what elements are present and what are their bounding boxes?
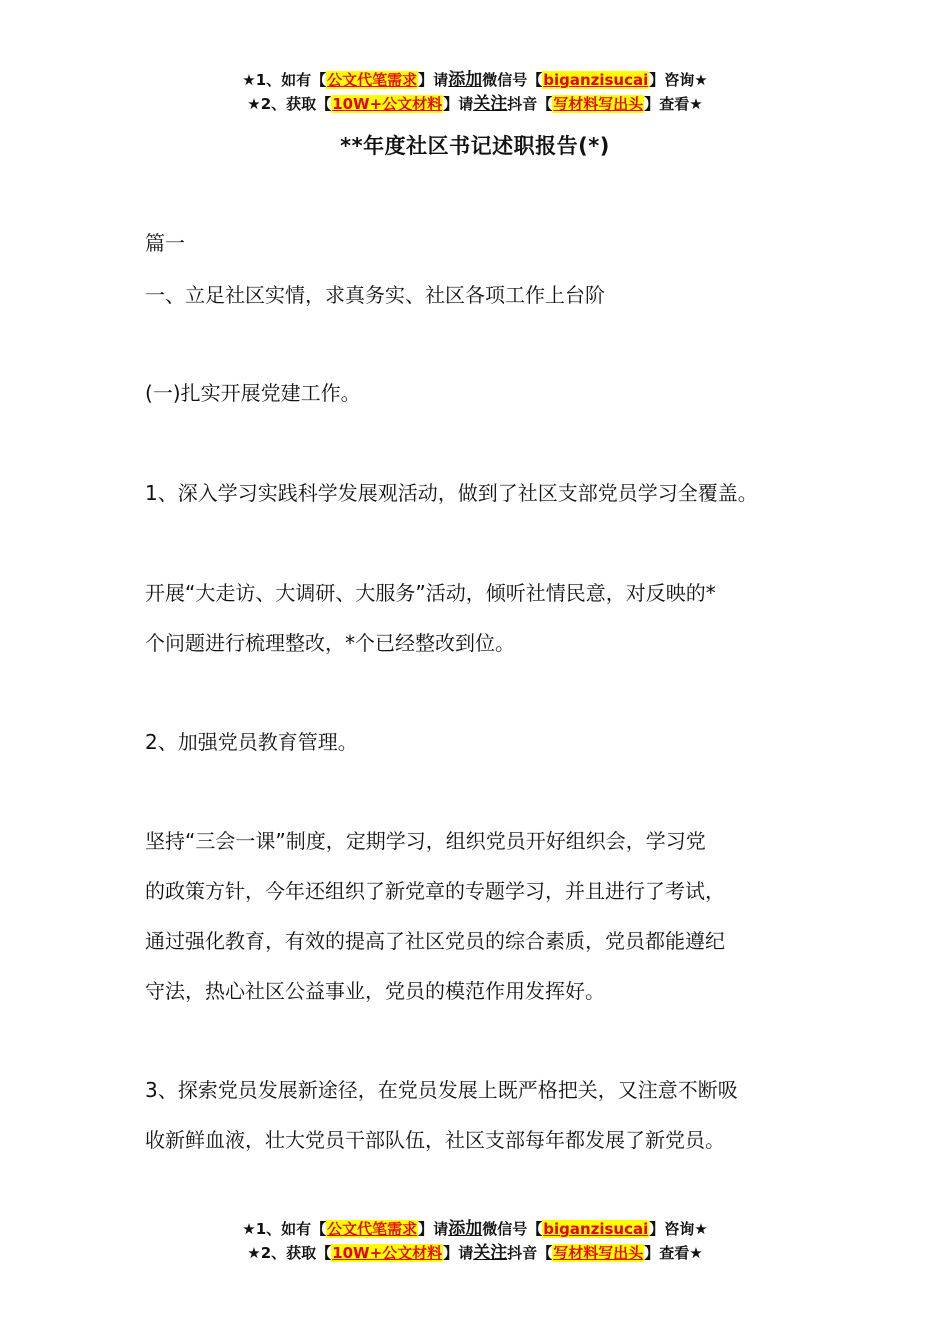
footer-line-1-underlined: 添加 [448,1219,483,1239]
body-paragraph-line: 个问题进行梳理整改，*个已经整改到位。 [145,631,515,655]
footer-line-2-suffix: 】查看★ [644,1244,703,1262]
header-line-2-highlight-douyin: 写材料写出头 [553,95,644,113]
header-line-1-highlight-service: 公文代笔需求 [327,71,418,89]
header-line-1-text-2: 微信号【 [482,71,543,89]
body-paragraph-line: 收新鲜血液，壮大党员干部队伍，社区支部每年都发展了新党员。 [145,1128,725,1152]
footer-line-2 [0,1241,950,1265]
header-line-2 [0,92,950,116]
footer-line-1-highlight-service: 公文代笔需求 [327,1220,418,1238]
header-line-1-suffix: 】咨询★ [649,71,708,89]
footer-line-2-highlight-douyin: 写材料写出头 [553,1244,644,1262]
body-paragraph-line: 守法，热心社区公益事业，党员的模范作用发挥好。 [145,979,605,1003]
heading-level-1: 一、立足社区实情，求真务实、社区各项工作上台阶 [145,283,605,307]
header-line-2-text: 】请 [443,95,474,113]
footer-line-1-prefix: ★1、如有【 [242,1220,327,1238]
footer-line-1-text-2: 微信号【 [482,1220,543,1238]
footer-line-2-prefix: ★2、获取【 [247,1244,332,1262]
footer-banner [0,1217,950,1265]
footer-line-1-suffix: 】咨询★ [649,1220,708,1238]
header-line-1-underlined: 添加 [448,70,483,90]
header-line-1-highlight-wechat: biganzisucai [543,71,649,89]
header-line-1 [0,68,950,92]
body-paragraph-line: 的政策方针，今年还组织了新党章的专题学习，并且进行了考试， [145,879,725,903]
item-heading-2: 2、加强党员教育管理。 [145,730,358,754]
section-label: 篇一 [145,231,185,255]
body-paragraph-line: 坚持“三会一课”制度，定期学习，组织党员开好组织会，学习党 [145,829,706,853]
document-title: **年度社区书记述职报告(*) [340,134,610,158]
header-line-2-suffix: 】查看★ [644,95,703,113]
footer-line-2-text: 】请 [443,1244,474,1262]
footer-line-1-text: 】请 [418,1220,449,1238]
header-line-1-prefix: ★1、如有【 [242,71,327,89]
header-line-1-text: 】请 [418,71,449,89]
item-heading-1: 1、深入学习实践科学发展观活动，做到了社区支部党员学习全覆盖。 [145,481,758,505]
footer-line-2-underlined: 关注 [473,1243,508,1263]
body-paragraph-line: 开展“大走访、大调研、大服务”活动，倾听社情民意，对反映的* [145,581,716,605]
header-line-2-underlined: 关注 [473,94,508,114]
heading-level-2: (一)扎实开展党建工作。 [145,381,361,405]
body-paragraph-line: 通过强化教育，有效的提高了社区党员的综合素质，党员都能遵纪 [145,929,725,953]
header-banner [0,68,950,116]
footer-line-2-highlight-materials: 10W+公文材料 [332,1244,443,1262]
footer-line-2-text-2: 抖音【 [507,1244,553,1262]
header-line-2-text-2: 抖音【 [507,95,553,113]
item-heading-3: 3、探索党员发展新途径，在党员发展上既严格把关，又注意不断吸 [145,1078,738,1102]
header-line-2-highlight-materials: 10W+公文材料 [332,95,443,113]
header-line-2-prefix: ★2、获取【 [247,95,332,113]
footer-line-1 [0,1217,950,1241]
footer-line-1-highlight-wechat: biganzisucai [543,1220,649,1238]
